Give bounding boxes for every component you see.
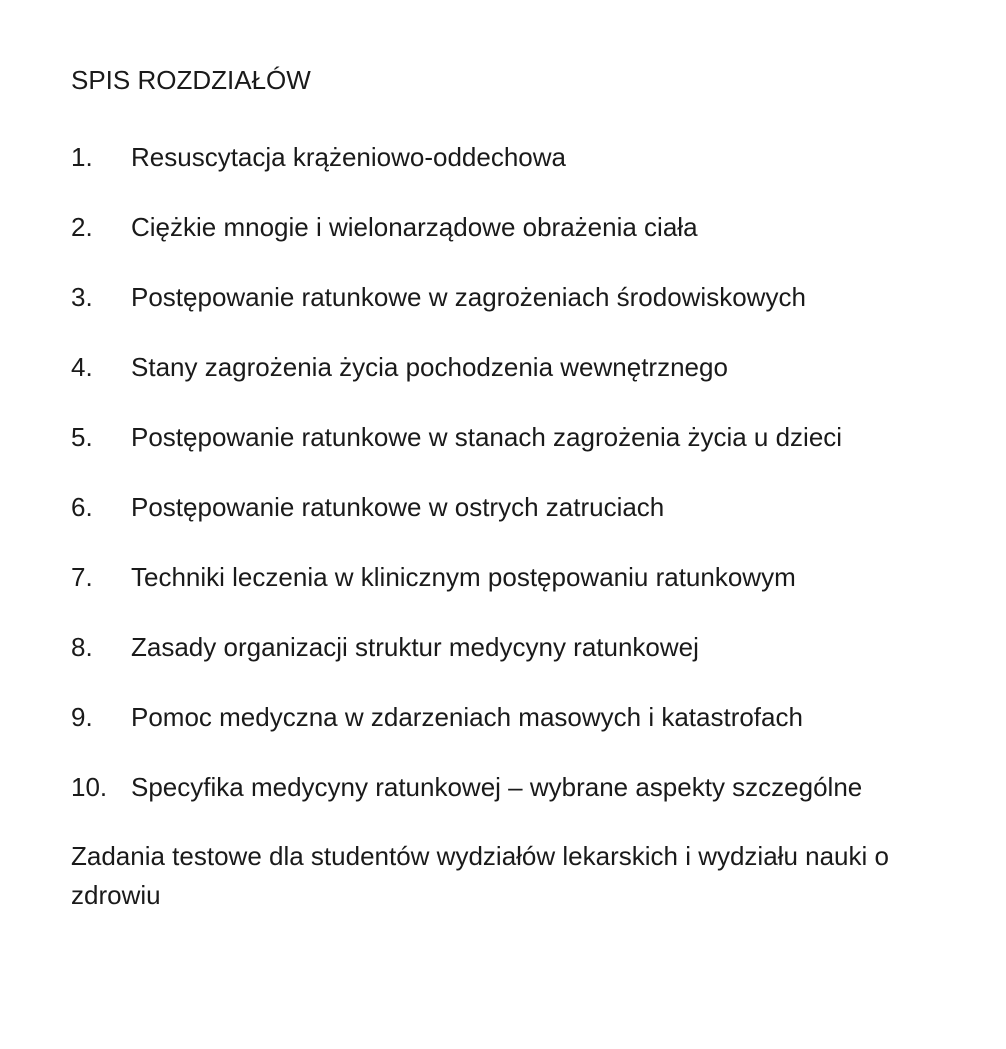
- chapter-number: 1.: [71, 142, 93, 172]
- chapter-title: Ciężkie mnogie i wielonarządowe obrażenia ciała: [131, 212, 698, 242]
- chapter-title: Postępowanie ratunkowe w zagrożeniach środowiskowych: [131, 282, 806, 312]
- chapter-number: 3.: [71, 282, 93, 312]
- chapter-item: [71, 277, 991, 347]
- chapter-item: [71, 627, 991, 697]
- page-title: SPIS ROZDZIAŁÓW: [71, 65, 311, 95]
- chapter-title: Resuscytacja krążeniowo-oddechowa: [131, 142, 567, 172]
- chapter-title: Zasady organizacji struktur medycyny ratunkowej: [131, 632, 699, 662]
- chapter-item: [71, 697, 991, 767]
- chapter-number: 9.: [71, 702, 93, 732]
- chapter-item: [71, 417, 991, 487]
- chapter-title: Specyfika medycyny ratunkowej – wybrane aspekty szczególne: [131, 772, 863, 802]
- chapter-number: 5.: [71, 422, 93, 452]
- chapter-number: 8.: [71, 632, 93, 662]
- chapter-title: Stany zagrożenia życia pochodzenia wewnętrznego: [131, 352, 728, 382]
- footer-note: Zadania testowe dla studentów wydziałów lekarskich i wydziału nauki o zdrowiu: [71, 841, 889, 910]
- chapter-list: [71, 137, 991, 837]
- chapter-title: Postępowanie ratunkowe w ostrych zatruciach: [131, 492, 665, 522]
- chapter-number: 10.: [71, 772, 108, 802]
- chapter-number: 7.: [71, 562, 93, 592]
- chapter-number: 2.: [71, 212, 93, 242]
- chapter-title: Postępowanie ratunkowe w stanach zagrożenia życia u dzieci: [131, 422, 843, 452]
- chapter-item: [71, 487, 991, 557]
- chapter-item: [71, 137, 991, 207]
- chapter-number: 4.: [71, 352, 93, 382]
- chapter-item: [71, 207, 991, 277]
- chapter-title: Pomoc medyczna w zdarzeniach masowych i katastrofach: [131, 702, 803, 732]
- chapter-title: Techniki leczenia w klinicznym postępowaniu ratunkowym: [131, 562, 796, 592]
- document-page: [71, 60, 991, 915]
- chapter-number: 6.: [71, 492, 93, 522]
- chapter-item: [71, 557, 991, 627]
- chapter-item: [71, 347, 991, 417]
- chapter-item: [71, 767, 991, 837]
